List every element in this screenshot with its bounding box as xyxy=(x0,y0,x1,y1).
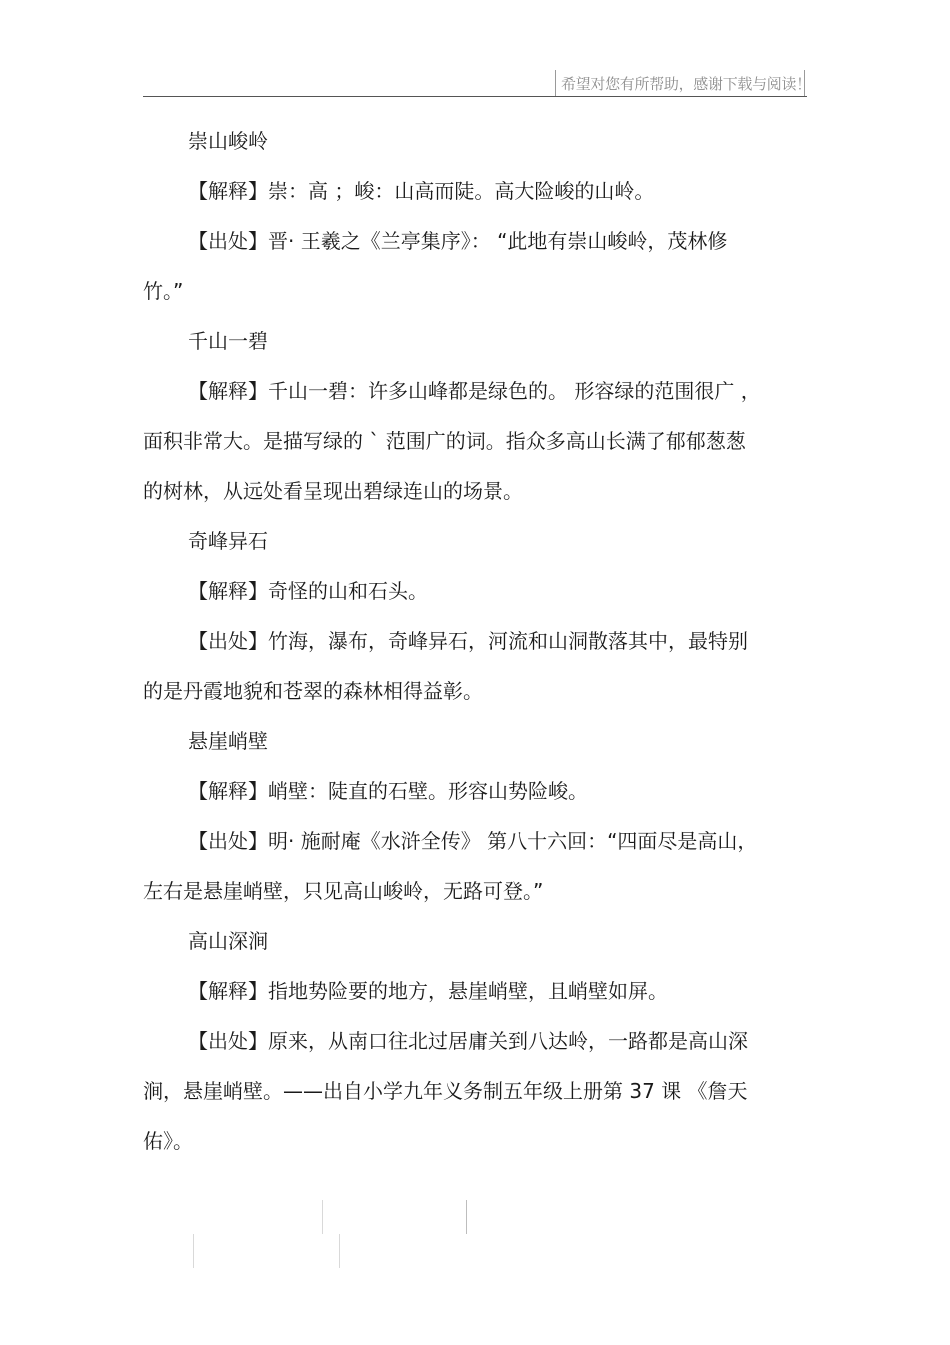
entry-title: 崇山峻岭 xyxy=(188,129,268,153)
entry-source: 【出处】晋· 王羲之《兰亭集序》： “此地有崇山峻岭，茂林修 xyxy=(188,229,728,253)
entry-source: 【出处】明· 施耐庵《水浒全传》 第八十六回：“四面尽是高山， xyxy=(188,829,758,853)
entry-source-continued: 左右是悬崖峭壁，只见高山峻岭，无路可登。” xyxy=(143,879,544,903)
entry-explanation: 【解释】千山一碧：许多山峰都是绿色的。 形容绿的范围很广 ， xyxy=(188,379,761,403)
decorative-rule xyxy=(193,1234,194,1268)
entry-source: 【出处】原来，从南口往北过居庸关到八达岭，一路都是高山深 xyxy=(188,1029,748,1053)
decorative-rule xyxy=(322,1200,323,1234)
header-slogan: 希望对您有所帮助，感谢下载与阅读！ xyxy=(561,75,811,93)
entry-explanation-continued: 的树林，从远处看呈现出碧绿连山的场景。 xyxy=(143,479,523,503)
entry-source: 【出处】竹海，瀑布，奇峰异石，河流和山洞散落其中，最特别 xyxy=(188,629,748,653)
entry-explanation: 【解释】崇：高 ；峻：山高而陡。高大险峻的山岭。 xyxy=(188,179,655,203)
document-body xyxy=(143,120,808,1170)
entry-source-continued: 佑》。 xyxy=(143,1129,193,1153)
entry-title: 悬崖峭壁 xyxy=(188,729,268,753)
entry-title: 奇峰异石 xyxy=(188,529,268,553)
entry-title: 高山深涧 xyxy=(188,929,268,953)
entry-title: 千山一碧 xyxy=(188,329,268,353)
header-divider xyxy=(143,96,807,97)
entry-explanation: 【解释】指地势险要的地方，悬崖峭壁，且峭壁如屏。 xyxy=(188,979,668,1003)
entry-explanation: 【解释】峭壁：陡直的石壁。形容山势险峻。 xyxy=(188,779,588,803)
entry-source-continued: 涧，悬崖峭壁。——出自小学九年义务制五年级上册第 37 课 《詹天 xyxy=(143,1079,748,1103)
decorative-rule xyxy=(339,1234,340,1268)
entry-explanation: 【解释】奇怪的山和石头。 xyxy=(188,579,428,603)
decorative-rule xyxy=(466,1200,467,1234)
entry-source-continued: 的是丹霞地貌和苍翠的森林相得益彰。 xyxy=(143,679,483,703)
entry-source-continued: 竹。” xyxy=(143,279,184,303)
entry-explanation-continued: 面积非常大。是描写绿的 ` 范围广的词。指众多高山长满了郁郁葱葱 xyxy=(143,429,746,453)
